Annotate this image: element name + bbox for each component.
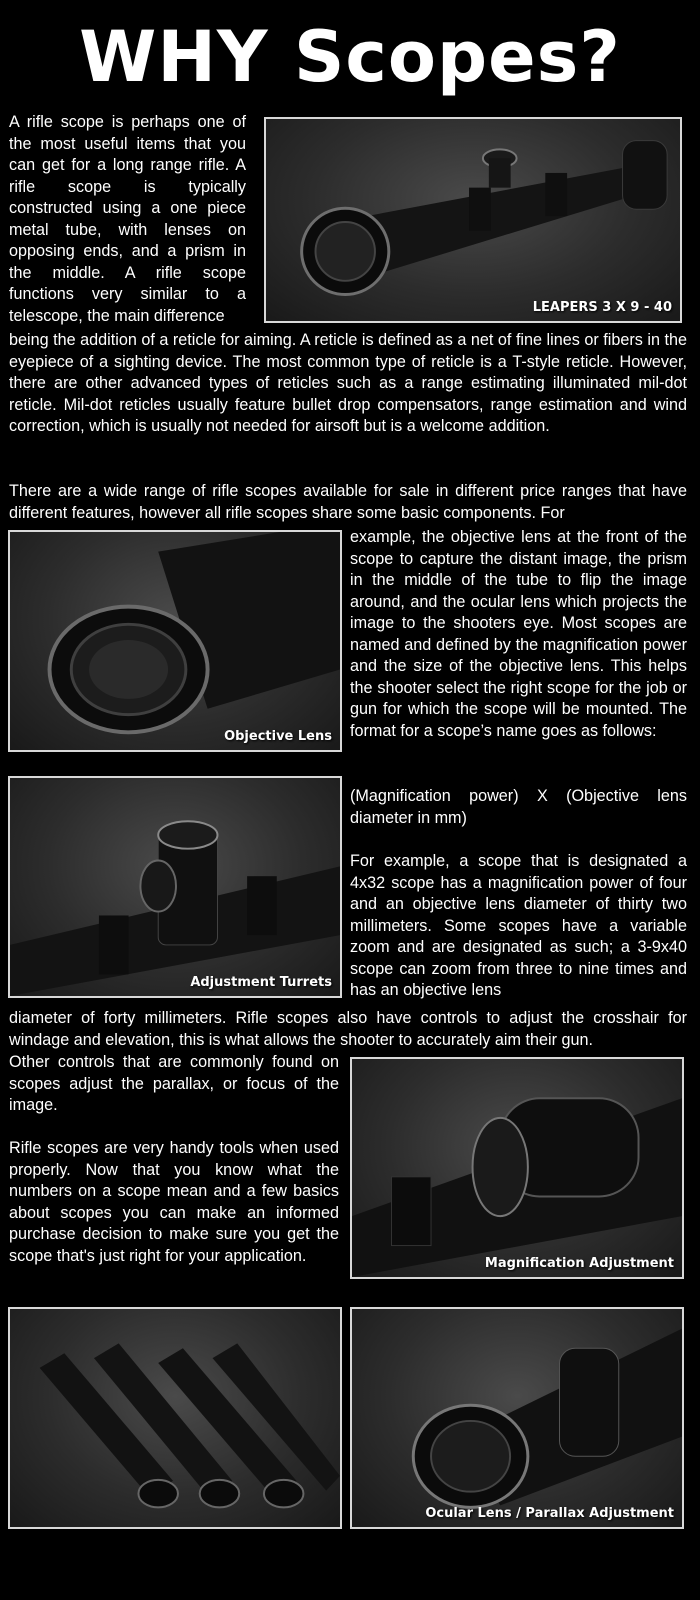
magnification-ring-icon <box>352 1059 682 1277</box>
ocular-lens-icon <box>352 1309 682 1527</box>
magnification-caption: Magnification Adjustment <box>484 1256 674 1271</box>
parallax-paragraph: Other controls that are commonly found on scopes adjust the parallax, or focus of the image. <box>9 1053 339 1114</box>
intro-paragraph: A rifle scope is perhaps one of the most useful items that you can get for a long range rifle. A rifle scope is typically constructed using a one piece metal tube, with lenses on opposing ends, and a prism in the middle. A rifle scope functions very similar to a telescope, the main difference <box>9 113 246 325</box>
rifle-scope-icon <box>266 119 680 321</box>
naming-paragraph: example, the objective lens at the front of the scope to capture the distant image, the prism in the middle of the tube to flip the image around, and the ocular lens which projects the image to the shooters eye. Most scopes are named and defined by the magnification power and the size of the objective lens. This helps the shooter select the right scope for the job or gun for which the scope will be mounted. The format for a scope’s name goes as follows: <box>350 528 687 740</box>
scope-caption: LEAPERS 3 X 9 - 40 <box>532 300 672 315</box>
turret-icon <box>10 778 340 996</box>
ocular-lens-caption: Ocular Lens / Parallax Adjustment <box>425 1506 674 1521</box>
objective-lens-photo <box>8 530 342 752</box>
crosshair-paragraph: diameter of forty millimeters. Rifle scopes also have controls to adjust the crosshair for windage and elevation, this is what allows the shooter to accurately aim their gun. <box>9 1009 687 1049</box>
scope-collection-photo <box>8 1307 342 1529</box>
magnification-photo <box>350 1057 684 1279</box>
example-paragraph: For example, a scope that is designated a 4x32 scope has a magnification power of four and an objective lens diameter of thirty two millimeters. Some scopes have a variable zoom and are designated as such; a 3-9x40 scope can zoom from three to nine times and has an objective lens <box>350 852 687 999</box>
scope-photo <box>264 117 682 323</box>
scope-collection-icon <box>10 1309 340 1527</box>
components-paragraph: There are a wide range of rifle scopes available for sale in different price ranges that have different features, however all rifle scopes share some basic components. For <box>9 482 687 522</box>
reticle-paragraph: being the addition of a reticle for aiming. A reticle is defined as a net of fine lines or fibers in the eyepiece of a sighting device. The most common type of reticle is a T-style reticle. However, there are other advanced types of reticles such as a range estimating illuminated mil-dot reticle. Mil-dot reticles usually feature bullet drop compensators, range estimation and wind correction, which is usually not needed for airsoft but is a welcome addition. <box>9 331 687 435</box>
adjustment-turrets-caption: Adjustment Turrets <box>190 975 332 990</box>
page-title: WHY Scopes? <box>79 16 621 98</box>
adjustment-turrets-photo <box>8 776 342 998</box>
objective-lens-caption: Objective Lens <box>224 729 332 744</box>
ocular-lens-photo <box>350 1307 684 1529</box>
objective-lens-icon <box>10 532 340 750</box>
format-paragraph: (Magnification power) X (Objective lens diameter in mm) <box>350 787 687 827</box>
conclusion-paragraph: Rifle scopes are very handy tools when used properly. Now that you know what the numbers on a scope mean and a few basics about scopes you can make an informed purchase decision to make sure you get the scope that's just right for your application. <box>9 1139 339 1265</box>
